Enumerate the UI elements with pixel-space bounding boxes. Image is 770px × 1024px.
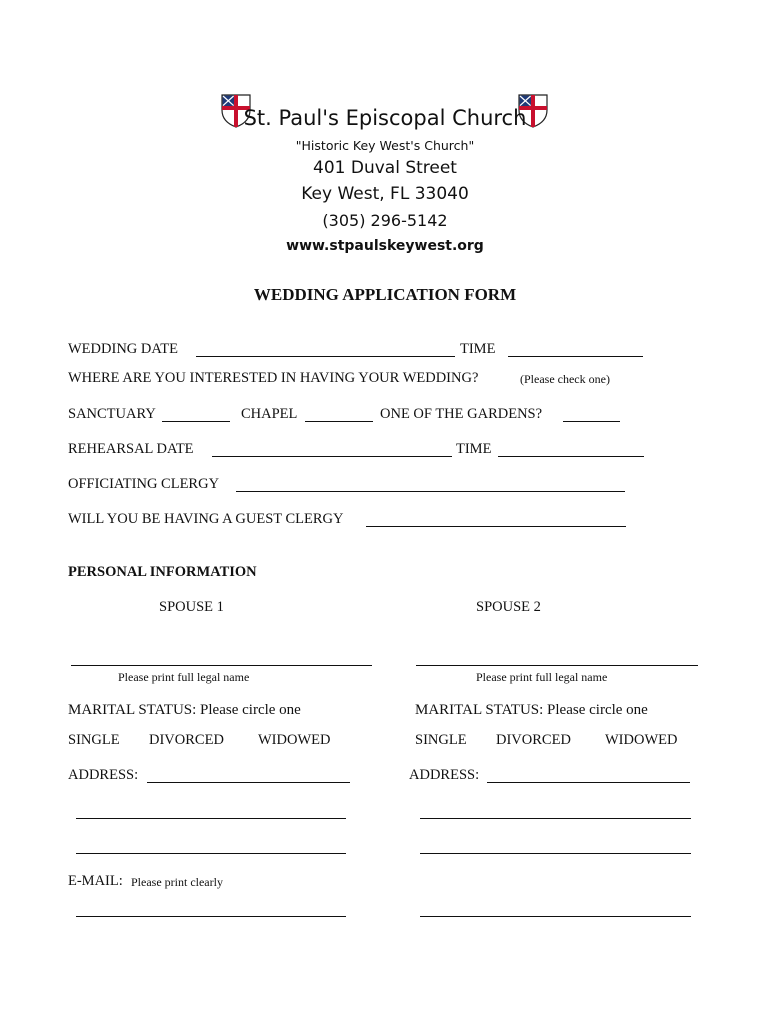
church-street: 401 Duval Street <box>313 158 457 178</box>
form-title: WEDDING APPLICATION FORM <box>253 285 517 304</box>
spouse1-option-divorced[interactable]: DIVORCED <box>149 732 224 748</box>
wedding-time-label: TIME <box>460 341 496 357</box>
rehearsal-time-label: TIME <box>456 441 492 457</box>
spouse2-option-divorced[interactable]: DIVORCED <box>496 732 571 748</box>
spouse1-address-field-2[interactable] <box>76 818 346 819</box>
spouse1-name-field[interactable] <box>71 665 372 666</box>
spouse1-heading: SPOUSE 1 <box>159 599 224 615</box>
spouse2-address-field-2[interactable] <box>420 818 691 819</box>
spouse1-option-widowed[interactable]: WIDOWED <box>258 732 331 748</box>
rehearsal-time-field[interactable] <box>498 456 644 457</box>
spouse1-address-field-1[interactable] <box>147 782 350 783</box>
spouse2-marital-label: MARITAL STATUS: Please circle one <box>415 702 648 718</box>
spouse1-address-field-3[interactable] <box>76 853 346 854</box>
spouse1-name-hint: Please print full legal name <box>118 670 250 684</box>
gardens-label: ONE OF THE GARDENS? <box>380 406 543 422</box>
guest-clergy-field[interactable] <box>366 526 626 527</box>
wedding-time-field[interactable] <box>508 356 643 357</box>
officiating-clergy-field[interactable] <box>236 491 625 492</box>
sanctuary-label: SANCTUARY <box>68 406 156 422</box>
church-tagline: "Historic Key West's Church" <box>295 138 475 153</box>
personal-info-title: PERSONAL INFORMATION <box>68 564 257 580</box>
spouse2-option-widowed[interactable]: WIDOWED <box>605 732 678 748</box>
wedding-date-label: WEDDING DATE <box>68 341 178 357</box>
rehearsal-date-field[interactable] <box>212 456 452 457</box>
spouse2-address-field-1[interactable] <box>487 782 690 783</box>
email-label: E-MAIL: <box>68 873 123 889</box>
church-city: Key West, FL 33040 <box>301 184 469 204</box>
email-hint: Please print clearly <box>131 875 223 889</box>
chapel-label: CHAPEL <box>241 406 298 422</box>
guest-clergy-label: WILL YOU BE HAVING A GUEST CLERGY <box>68 511 344 527</box>
chapel-check-field[interactable] <box>305 421 373 422</box>
gardens-check-field[interactable] <box>563 421 620 422</box>
spouse1-email-field[interactable] <box>76 916 346 917</box>
location-hint: (Please check one) <box>520 372 610 386</box>
spouse2-address-label: ADDRESS: <box>409 767 480 783</box>
spouse2-heading: SPOUSE 2 <box>476 599 541 615</box>
sanctuary-check-field[interactable] <box>162 421 230 422</box>
spouse1-address-label: ADDRESS: <box>68 767 139 783</box>
spouse2-option-single[interactable]: SINGLE <box>415 732 467 748</box>
spouse2-email-field[interactable] <box>420 916 691 917</box>
church-name: St. Paul's Episcopal Church <box>243 106 527 130</box>
church-phone: (305) 296-5142 <box>322 211 448 230</box>
wedding-date-field[interactable] <box>196 356 455 357</box>
location-question: WHERE ARE YOU INTERESTED IN HAVING YOUR WEDDING? <box>68 370 479 386</box>
spouse1-marital-label: MARITAL STATUS: Please circle one <box>68 702 301 718</box>
spouse2-address-field-3[interactable] <box>420 853 691 854</box>
church-website: www.stpaulskeywest.org <box>286 238 484 254</box>
officiating-clergy-label: OFFICIATING CLERGY <box>68 476 220 492</box>
spouse1-option-single[interactable]: SINGLE <box>68 732 120 748</box>
spouse2-name-field[interactable] <box>416 665 698 666</box>
rehearsal-date-label: REHEARSAL DATE <box>68 441 194 457</box>
spouse2-name-hint: Please print full legal name <box>476 670 608 684</box>
